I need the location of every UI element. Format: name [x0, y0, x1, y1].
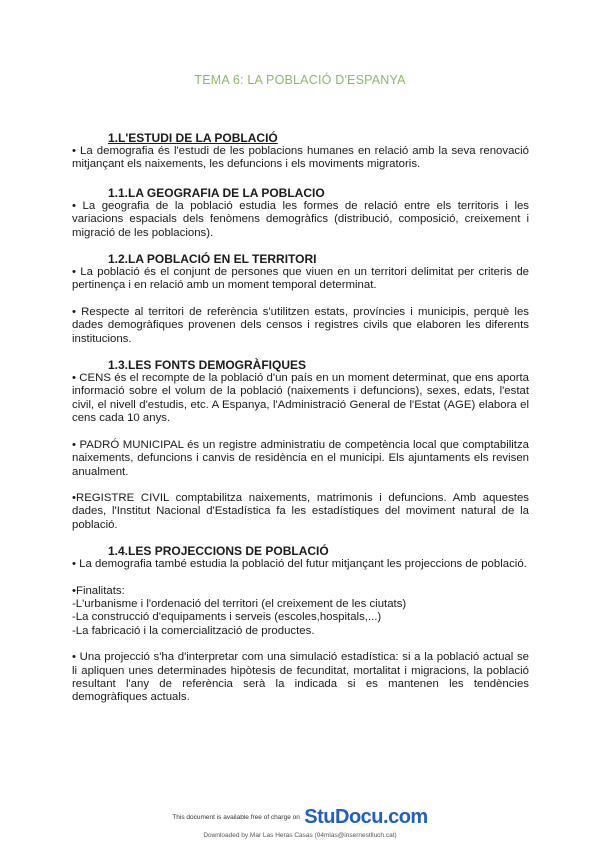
section-heading-1-4: 1.4.LES PROJECCIONS DE POBLACIÓ — [108, 544, 329, 559]
paragraph: • La demografia és l'estudi de les poblacions humanes en relació amb la seva renovació mitjançant els naixements, les defuncions i els moviments migratoris. — [72, 145, 529, 171]
finalitats-list — [72, 585, 529, 639]
download-info: Downloaded by Mar Las Heras Casas (04mlas@insernestlluch.cat) — [203, 832, 397, 839]
paragraph: •REGISTRE CIVIL comptabilitza naixements, matrimonis i defuncions. Amb aquestes dades, l'Institut Nacional d'Estadística fa les estadístiques del moviment natural de la població. — [72, 491, 529, 531]
list-item: -L'urbanisme i l'ordenació del territori (el creixement de les ciutats) — [72, 597, 407, 610]
paragraph: • PADRÓ MUNICIPAL és un registre administratiu de competència local que comptabilitza naixements, defuncions i canvis de residència en el municipi. Els ajuntaments els revisen anualment. — [72, 438, 529, 478]
logo-domain: .com — [383, 806, 428, 828]
paragraph: • La geografia de la població estudia les formes de relació entre els territoris i les variacions espacials dels fenòmens demogràfics (distribució, composició, creixement i migració de les poblacions). — [72, 199, 529, 239]
list-item: -La fabricació i la comercialització de productes. — [72, 624, 315, 637]
paragraph: • Una projecció s'ha d'interpretar com una simulació estadística: si a la població actual se li apliquen unes determinades hipòtesis de fecunditat, mortalitat i migracions, la població resultant l'any de referència serà la indicada si es mantenen les tendències demogràfiques actuals. — [72, 651, 529, 704]
paragraph: • La demografia també estudia la població del futur mitjançant les projeccions de població. — [72, 558, 527, 571]
available-text: This document is available free of charge on — [172, 814, 300, 821]
paragraph: • La població és el conjunt de persones que viuen en un territori delimitat per criteris de pertinença i en relació amb un moment temporal determinat. — [72, 266, 529, 292]
document-body — [72, 131, 529, 705]
document-title: TEMA 6: LA POBLACIÓ D'ESPANYA — [194, 73, 406, 87]
section-heading-1-3: 1.3.LES FONTS DEMOGRÀFIQUES — [108, 358, 307, 373]
studocu-logo[interactable] — [304, 806, 427, 829]
logo-text: StuDocu — [304, 806, 384, 828]
studocu-footer — [0, 806, 600, 829]
list-label: •Finalitats: — [72, 584, 125, 597]
paragraph: • Respecte al territori de referència s'utilitzen estats, províncies i municipis, perquè les dades demogràfiques provenen dels censos i registres civils que elaboren les diferents institucions. — [72, 305, 529, 345]
paragraph: • CENS és el recompte de la població d'un país en un moment determinat, que ens aporta informació sobre el volum de la població (naixements i defuncions), sexes, edats, l'estat civil, el nivell d'estudis, etc. A Espanya, l'Administració General de l'Estat (AGE) elabora el cens cada 10 anys. — [72, 372, 529, 425]
list-item: -La construcció d'equipaments i serveis (escoles,hospitals,...) — [72, 611, 382, 624]
section-heading-1: 1.L'ESTUDI DE LA POBLACIÓ — [108, 131, 278, 145]
section-heading-1-1: 1.1.LA GEOGRAFIA DE LA POBLACIO — [108, 185, 325, 200]
section-heading-1-2: 1.2.LA POBLACIÓ EN EL TERRITORI — [108, 252, 317, 267]
